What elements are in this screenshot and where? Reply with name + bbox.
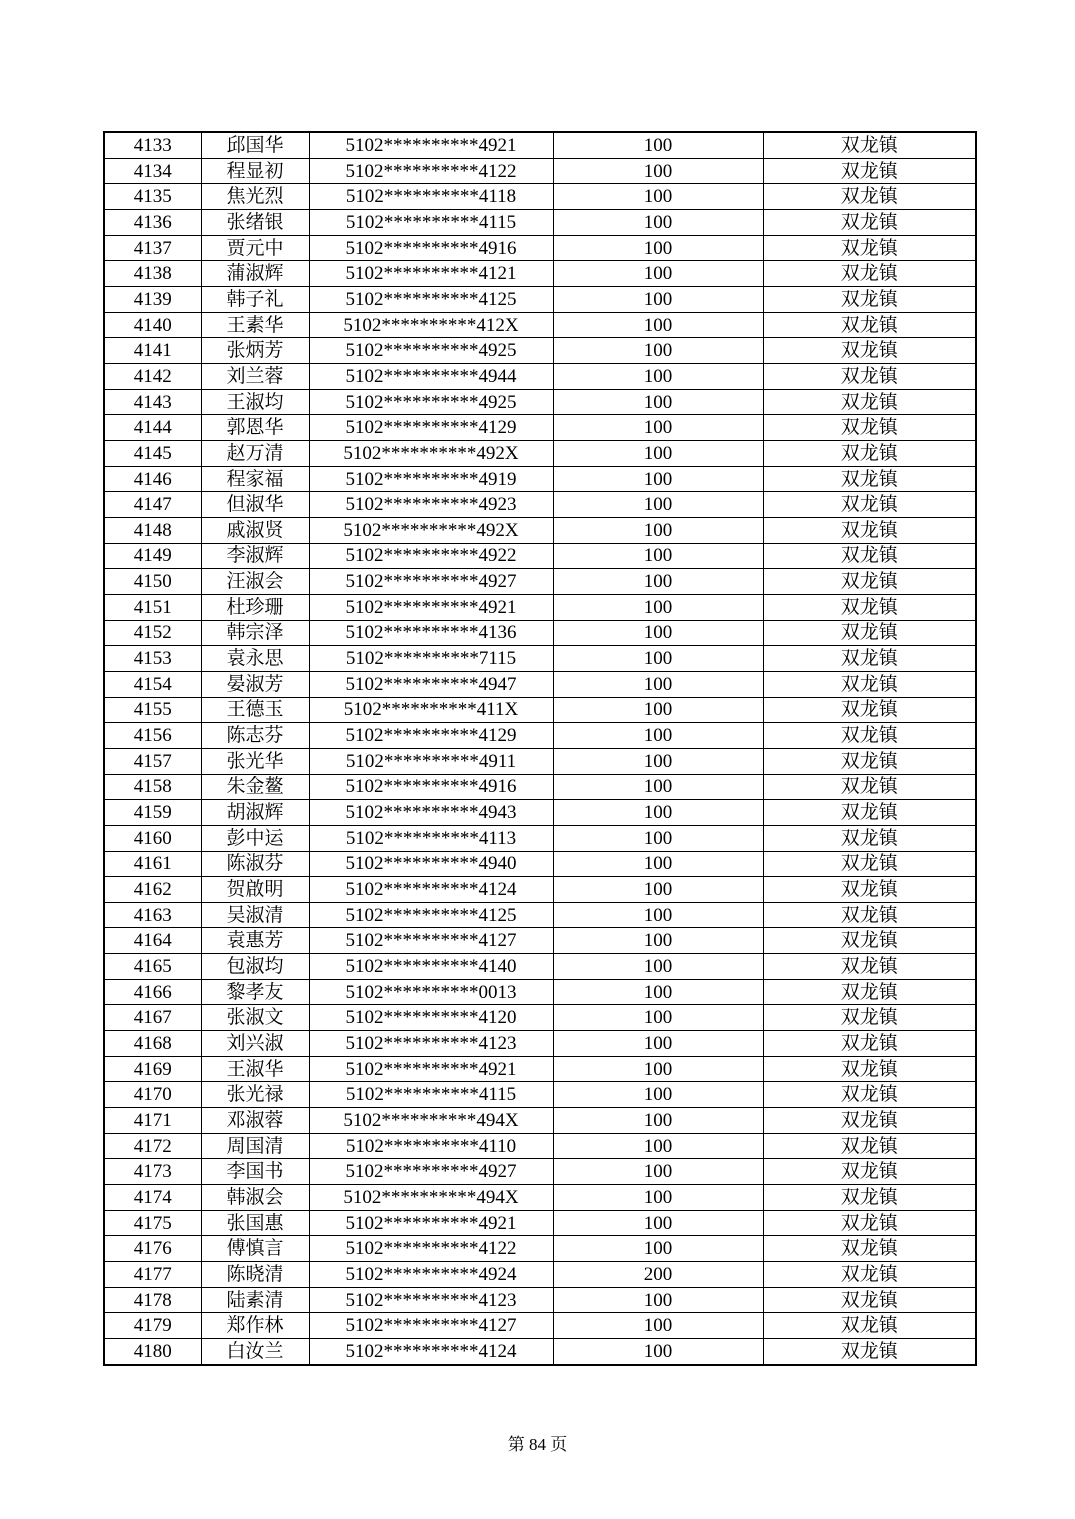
- amount-cell: 100: [553, 517, 763, 543]
- id-number-cell: 5102**********4944: [309, 364, 553, 390]
- serial-cell: 4177: [104, 1262, 201, 1288]
- town-cell: 双龙镇: [763, 774, 976, 800]
- serial-cell: 4167: [104, 1005, 201, 1031]
- amount-cell: 100: [553, 774, 763, 800]
- serial-cell: 4139: [104, 287, 201, 313]
- table-row: [104, 954, 976, 980]
- name-cell: 吴淑清: [201, 902, 309, 928]
- serial-cell: 4160: [104, 825, 201, 851]
- town-cell: 双龙镇: [763, 851, 976, 877]
- serial-cell: 4178: [104, 1287, 201, 1313]
- name-cell: 但淑华: [201, 492, 309, 518]
- amount-cell: 100: [553, 158, 763, 184]
- amount-cell: 100: [553, 671, 763, 697]
- town-cell: 双龙镇: [763, 132, 976, 158]
- table-row: [104, 415, 976, 441]
- amount-cell: 100: [553, 235, 763, 261]
- amount-cell: 100: [553, 466, 763, 492]
- serial-cell: 4165: [104, 954, 201, 980]
- town-cell: 双龙镇: [763, 210, 976, 236]
- serial-cell: 4169: [104, 1056, 201, 1082]
- town-cell: 双龙镇: [763, 517, 976, 543]
- town-cell: 双龙镇: [763, 364, 976, 390]
- name-cell: 张国惠: [201, 1210, 309, 1236]
- town-cell: 双龙镇: [763, 697, 976, 723]
- id-number-cell: 5102**********4120: [309, 1005, 553, 1031]
- serial-cell: 4164: [104, 928, 201, 954]
- name-cell: 李淑辉: [201, 543, 309, 569]
- amount-cell: 100: [553, 697, 763, 723]
- table-row: [104, 1108, 976, 1134]
- amount-cell: 100: [553, 902, 763, 928]
- town-cell: 双龙镇: [763, 1031, 976, 1057]
- serial-cell: 4156: [104, 723, 201, 749]
- table-row: [104, 1313, 976, 1339]
- id-number-cell: 5102**********4129: [309, 723, 553, 749]
- serial-cell: 4159: [104, 800, 201, 826]
- serial-cell: 4149: [104, 543, 201, 569]
- id-number-cell: 5102**********4947: [309, 671, 553, 697]
- town-cell: 双龙镇: [763, 877, 976, 903]
- table-row: [104, 1056, 976, 1082]
- id-number-cell: 5102**********4115: [309, 210, 553, 236]
- town-cell: 双龙镇: [763, 261, 976, 287]
- town-cell: 双龙镇: [763, 954, 976, 980]
- town-cell: 双龙镇: [763, 1056, 976, 1082]
- name-cell: 张光禄: [201, 1082, 309, 1108]
- town-cell: 双龙镇: [763, 338, 976, 364]
- amount-cell: 100: [553, 184, 763, 210]
- name-cell: 韩子礼: [201, 287, 309, 313]
- serial-cell: 4133: [104, 132, 201, 158]
- serial-cell: 4140: [104, 312, 201, 338]
- serial-cell: 4171: [104, 1108, 201, 1134]
- id-number-cell: 5102**********4113: [309, 825, 553, 851]
- amount-cell: 100: [553, 1005, 763, 1031]
- amount-cell: 100: [553, 723, 763, 749]
- id-number-cell: 5102**********4127: [309, 928, 553, 954]
- amount-cell: 100: [553, 210, 763, 236]
- name-cell: 程显初: [201, 158, 309, 184]
- name-cell: 白汝兰: [201, 1338, 309, 1365]
- town-cell: 双龙镇: [763, 158, 976, 184]
- table-row: [104, 851, 976, 877]
- name-cell: 王淑均: [201, 389, 309, 415]
- table-row: [104, 184, 976, 210]
- town-cell: 双龙镇: [763, 415, 976, 441]
- name-cell: 陈志芬: [201, 723, 309, 749]
- name-cell: 戚淑贤: [201, 517, 309, 543]
- id-number-cell: 5102**********4123: [309, 1031, 553, 1057]
- table-row: [104, 620, 976, 646]
- table-body: [104, 132, 976, 1365]
- name-cell: 王淑华: [201, 1056, 309, 1082]
- name-cell: 陈淑芬: [201, 851, 309, 877]
- town-cell: 双龙镇: [763, 466, 976, 492]
- amount-cell: 100: [553, 1313, 763, 1339]
- town-cell: 双龙镇: [763, 825, 976, 851]
- table-row: [104, 723, 976, 749]
- serial-cell: 4152: [104, 620, 201, 646]
- serial-cell: 4163: [104, 902, 201, 928]
- serial-cell: 4136: [104, 210, 201, 236]
- serial-cell: 4154: [104, 671, 201, 697]
- name-cell: 韩宗泽: [201, 620, 309, 646]
- name-cell: 胡淑辉: [201, 800, 309, 826]
- id-number-cell: 5102**********411X: [309, 697, 553, 723]
- amount-cell: 100: [553, 287, 763, 313]
- table-row: [104, 466, 976, 492]
- serial-cell: 4137: [104, 235, 201, 261]
- id-number-cell: 5102**********4125: [309, 287, 553, 313]
- table-row: [104, 800, 976, 826]
- serial-cell: 4168: [104, 1031, 201, 1057]
- name-cell: 刘兴淑: [201, 1031, 309, 1057]
- name-cell: 袁惠芳: [201, 928, 309, 954]
- amount-cell: 100: [553, 338, 763, 364]
- amount-cell: 100: [553, 646, 763, 672]
- amount-cell: 100: [553, 1338, 763, 1365]
- serial-cell: 4145: [104, 441, 201, 467]
- serial-cell: 4143: [104, 389, 201, 415]
- town-cell: 双龙镇: [763, 723, 976, 749]
- id-number-cell: 5102**********4115: [309, 1082, 553, 1108]
- town-cell: 双龙镇: [763, 1262, 976, 1288]
- town-cell: 双龙镇: [763, 543, 976, 569]
- name-cell: 张炳芳: [201, 338, 309, 364]
- amount-cell: 100: [553, 851, 763, 877]
- id-number-cell: 5102**********492X: [309, 441, 553, 467]
- id-number-cell: 5102**********4140: [309, 954, 553, 980]
- table-row: [104, 261, 976, 287]
- id-number-cell: 5102**********4124: [309, 1338, 553, 1365]
- name-cell: 张光华: [201, 748, 309, 774]
- town-cell: 双龙镇: [763, 620, 976, 646]
- serial-cell: 4174: [104, 1185, 201, 1211]
- amount-cell: 100: [553, 594, 763, 620]
- id-number-cell: 5102**********4921: [309, 1210, 553, 1236]
- name-cell: 贺啟明: [201, 877, 309, 903]
- town-cell: 双龙镇: [763, 312, 976, 338]
- town-cell: 双龙镇: [763, 1108, 976, 1134]
- amount-cell: 100: [553, 1210, 763, 1236]
- id-number-cell: 5102**********4921: [309, 1056, 553, 1082]
- table-row: [104, 235, 976, 261]
- town-cell: 双龙镇: [763, 389, 976, 415]
- serial-cell: 4151: [104, 594, 201, 620]
- table-row: [104, 1005, 976, 1031]
- town-cell: 双龙镇: [763, 1159, 976, 1185]
- serial-cell: 4138: [104, 261, 201, 287]
- id-number-cell: 5102**********4125: [309, 902, 553, 928]
- amount-cell: 100: [553, 800, 763, 826]
- name-cell: 韩淑会: [201, 1185, 309, 1211]
- town-cell: 双龙镇: [763, 1287, 976, 1313]
- id-number-cell: 5102**********4136: [309, 620, 553, 646]
- name-cell: 周国清: [201, 1133, 309, 1159]
- table-row: [104, 1338, 976, 1365]
- page-number-footer: 第 84 页: [507, 1435, 568, 1454]
- name-cell: 李国书: [201, 1159, 309, 1185]
- id-number-cell: 5102**********4927: [309, 569, 553, 595]
- name-cell: 黎孝友: [201, 979, 309, 1005]
- amount-cell: 100: [553, 1108, 763, 1134]
- name-cell: 郭恩华: [201, 415, 309, 441]
- town-cell: 双龙镇: [763, 184, 976, 210]
- town-cell: 双龙镇: [763, 569, 976, 595]
- table-row: [104, 158, 976, 184]
- serial-cell: 4180: [104, 1338, 201, 1365]
- serial-cell: 4144: [104, 415, 201, 441]
- town-cell: 双龙镇: [763, 1005, 976, 1031]
- amount-cell: 100: [553, 825, 763, 851]
- table-row: [104, 1159, 976, 1185]
- town-cell: 双龙镇: [763, 594, 976, 620]
- town-cell: 双龙镇: [763, 748, 976, 774]
- town-cell: 双龙镇: [763, 441, 976, 467]
- serial-cell: 4146: [104, 466, 201, 492]
- table-row: [104, 569, 976, 595]
- id-number-cell: 5102**********4925: [309, 389, 553, 415]
- town-cell: 双龙镇: [763, 1313, 976, 1339]
- serial-cell: 4175: [104, 1210, 201, 1236]
- id-number-cell: 5102**********4123: [309, 1287, 553, 1313]
- amount-cell: 100: [553, 441, 763, 467]
- table-row: [104, 594, 976, 620]
- table-row: [104, 441, 976, 467]
- id-number-cell: 5102**********4121: [309, 261, 553, 287]
- amount-cell: 100: [553, 954, 763, 980]
- name-cell: 彭中运: [201, 825, 309, 851]
- table-row: [104, 1236, 976, 1262]
- amount-cell: 100: [553, 928, 763, 954]
- table-row: [104, 1262, 976, 1288]
- town-cell: 双龙镇: [763, 671, 976, 697]
- table-row: [104, 646, 976, 672]
- serial-cell: 4172: [104, 1133, 201, 1159]
- amount-cell: 100: [553, 877, 763, 903]
- amount-cell: 100: [553, 1133, 763, 1159]
- id-number-cell: 5102**********4122: [309, 158, 553, 184]
- name-cell: 汪淑会: [201, 569, 309, 595]
- id-number-cell: 5102**********4923: [309, 492, 553, 518]
- name-cell: 贾元中: [201, 235, 309, 261]
- table-row: [104, 902, 976, 928]
- id-number-cell: 5102**********0013: [309, 979, 553, 1005]
- id-number-cell: 5102**********4129: [309, 415, 553, 441]
- name-cell: 郑作林: [201, 1313, 309, 1339]
- amount-cell: 100: [553, 1287, 763, 1313]
- id-number-cell: 5102**********494X: [309, 1185, 553, 1211]
- town-cell: 双龙镇: [763, 1210, 976, 1236]
- id-number-cell: 5102**********7115: [309, 646, 553, 672]
- name-cell: 邓淑蓉: [201, 1108, 309, 1134]
- name-cell: 邱国华: [201, 132, 309, 158]
- id-number-cell: 5102**********4925: [309, 338, 553, 364]
- table-row: [104, 1185, 976, 1211]
- town-cell: 双龙镇: [763, 287, 976, 313]
- amount-cell: 100: [553, 415, 763, 441]
- table-row: [104, 338, 976, 364]
- table-row: [104, 132, 976, 158]
- name-cell: 朱金鳌: [201, 774, 309, 800]
- name-cell: 张绪银: [201, 210, 309, 236]
- table-row: [104, 1031, 976, 1057]
- id-number-cell: 5102**********4118: [309, 184, 553, 210]
- name-cell: 王德玉: [201, 697, 309, 723]
- name-cell: 陆素清: [201, 1287, 309, 1313]
- serial-cell: 4179: [104, 1313, 201, 1339]
- amount-cell: 100: [553, 389, 763, 415]
- id-number-cell: 5102**********4911: [309, 748, 553, 774]
- amount-cell: 100: [553, 979, 763, 1005]
- serial-cell: 4170: [104, 1082, 201, 1108]
- table-row: [104, 748, 976, 774]
- table-row: [104, 517, 976, 543]
- amount-cell: 100: [553, 261, 763, 287]
- town-cell: 双龙镇: [763, 979, 976, 1005]
- amount-cell: 100: [553, 1056, 763, 1082]
- table-row: [104, 825, 976, 851]
- amount-cell: 100: [553, 1236, 763, 1262]
- amount-cell: 200: [553, 1262, 763, 1288]
- serial-cell: 4162: [104, 877, 201, 903]
- town-cell: 双龙镇: [763, 646, 976, 672]
- table-row: [104, 1287, 976, 1313]
- name-cell: 杜珍珊: [201, 594, 309, 620]
- serial-cell: 4134: [104, 158, 201, 184]
- table-row: [104, 210, 976, 236]
- amount-cell: 100: [553, 1185, 763, 1211]
- id-number-cell: 5102**********4940: [309, 851, 553, 877]
- id-number-cell: 5102**********4922: [309, 543, 553, 569]
- serial-cell: 4173: [104, 1159, 201, 1185]
- name-cell: 程家福: [201, 466, 309, 492]
- amount-cell: 100: [553, 569, 763, 595]
- name-cell: 袁永思: [201, 646, 309, 672]
- amount-cell: 100: [553, 1082, 763, 1108]
- serial-cell: 4148: [104, 517, 201, 543]
- table-row: [104, 671, 976, 697]
- name-cell: 赵万清: [201, 441, 309, 467]
- table-row: [104, 928, 976, 954]
- id-number-cell: 5102**********4122: [309, 1236, 553, 1262]
- name-cell: 傅慎言: [201, 1236, 309, 1262]
- id-number-cell: 5102**********4927: [309, 1159, 553, 1185]
- table-row: [104, 877, 976, 903]
- name-cell: 刘兰蓉: [201, 364, 309, 390]
- amount-cell: 100: [553, 492, 763, 518]
- id-number-cell: 5102**********494X: [309, 1108, 553, 1134]
- name-cell: 晏淑芳: [201, 671, 309, 697]
- name-cell: 蒲淑辉: [201, 261, 309, 287]
- table-row: [104, 287, 976, 313]
- town-cell: 双龙镇: [763, 1185, 976, 1211]
- town-cell: 双龙镇: [763, 1082, 976, 1108]
- table-row: [104, 979, 976, 1005]
- amount-cell: 100: [553, 543, 763, 569]
- table-row: [104, 312, 976, 338]
- town-cell: 双龙镇: [763, 800, 976, 826]
- id-number-cell: 5102**********4943: [309, 800, 553, 826]
- id-number-cell: 5102**********4110: [309, 1133, 553, 1159]
- amount-cell: 100: [553, 1031, 763, 1057]
- town-cell: 双龙镇: [763, 235, 976, 261]
- id-number-cell: 5102**********4921: [309, 132, 553, 158]
- serial-cell: 4150: [104, 569, 201, 595]
- serial-cell: 4176: [104, 1236, 201, 1262]
- town-cell: 双龙镇: [763, 928, 976, 954]
- table-row: [104, 1082, 976, 1108]
- town-cell: 双龙镇: [763, 1236, 976, 1262]
- town-cell: 双龙镇: [763, 902, 976, 928]
- id-number-cell: 5102**********4127: [309, 1313, 553, 1339]
- id-number-cell: 5102**********4124: [309, 877, 553, 903]
- amount-cell: 100: [553, 364, 763, 390]
- name-cell: 包淑均: [201, 954, 309, 980]
- id-number-cell: 5102**********4921: [309, 594, 553, 620]
- serial-cell: 4153: [104, 646, 201, 672]
- name-cell: 王素华: [201, 312, 309, 338]
- id-number-cell: 5102**********492X: [309, 517, 553, 543]
- subsidy-roster-table: [103, 131, 977, 1366]
- id-number-cell: 5102**********4916: [309, 774, 553, 800]
- name-cell: 张淑文: [201, 1005, 309, 1031]
- id-number-cell: 5102**********4924: [309, 1262, 553, 1288]
- amount-cell: 100: [553, 748, 763, 774]
- serial-cell: 4161: [104, 851, 201, 877]
- table-row: [104, 1210, 976, 1236]
- serial-cell: 4135: [104, 184, 201, 210]
- town-cell: 双龙镇: [763, 1338, 976, 1365]
- serial-cell: 4158: [104, 774, 201, 800]
- id-number-cell: 5102**********4919: [309, 466, 553, 492]
- serial-cell: 4142: [104, 364, 201, 390]
- serial-cell: 4141: [104, 338, 201, 364]
- amount-cell: 100: [553, 1159, 763, 1185]
- town-cell: 双龙镇: [763, 1133, 976, 1159]
- table-row: [104, 774, 976, 800]
- table-row: [104, 389, 976, 415]
- table-row: [104, 1133, 976, 1159]
- id-number-cell: 5102**********4916: [309, 235, 553, 261]
- serial-cell: 4155: [104, 697, 201, 723]
- table-row: [104, 492, 976, 518]
- id-number-cell: 5102**********412X: [309, 312, 553, 338]
- amount-cell: 100: [553, 620, 763, 646]
- table-row: [104, 543, 976, 569]
- name-cell: 陈晓清: [201, 1262, 309, 1288]
- table-row: [104, 364, 976, 390]
- town-cell: 双龙镇: [763, 492, 976, 518]
- table-row: [104, 697, 976, 723]
- name-cell: 焦光烈: [201, 184, 309, 210]
- serial-cell: 4157: [104, 748, 201, 774]
- serial-cell: 4166: [104, 979, 201, 1005]
- serial-cell: 4147: [104, 492, 201, 518]
- amount-cell: 100: [553, 312, 763, 338]
- amount-cell: 100: [553, 132, 763, 158]
